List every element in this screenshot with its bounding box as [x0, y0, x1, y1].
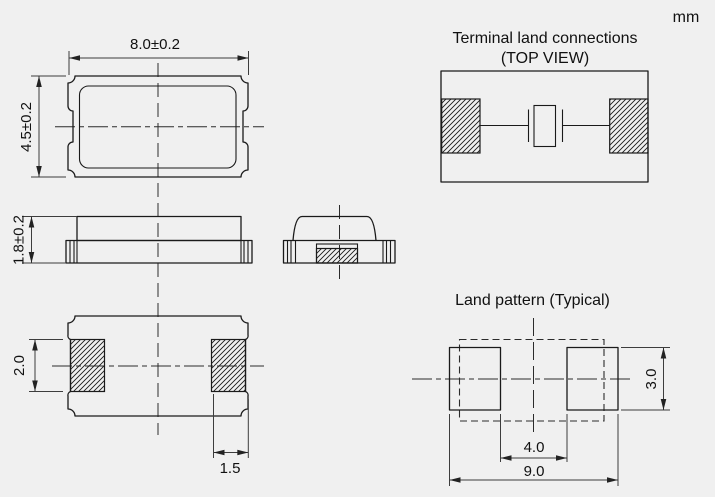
- land-pattern-title: Land pattern (Typical): [455, 292, 610, 309]
- land-pattern-span-dim-label: 9.0: [523, 463, 545, 480]
- terminal-pad: [71, 340, 105, 392]
- crystal-blank-section: [317, 249, 358, 264]
- terminal-land-subtitle: (TOP VIEW): [500, 50, 590, 67]
- terminal-land-title: Terminal land connections: [452, 30, 638, 47]
- land-pattern-pad-height-dim-label: 3.0: [643, 368, 660, 390]
- side-view-height-dim-label: 1.8±0.2: [10, 215, 28, 265]
- terminal-pad: [212, 340, 246, 392]
- bottom-view-pad-height-dim-label: 2.0: [11, 355, 28, 376]
- unit-label: mm: [672, 9, 700, 26]
- land-pattern-gap-dim-label: 4.0: [523, 439, 545, 456]
- bottom-view-pad-width-dim-label: 1.5: [219, 460, 241, 477]
- top-view-width-dim-label: 8.0±0.2: [130, 36, 180, 53]
- top-view-height-dim-label: 4.5±0.2: [18, 102, 35, 152]
- terminal-pad: [610, 99, 648, 153]
- terminal-pad: [442, 99, 480, 153]
